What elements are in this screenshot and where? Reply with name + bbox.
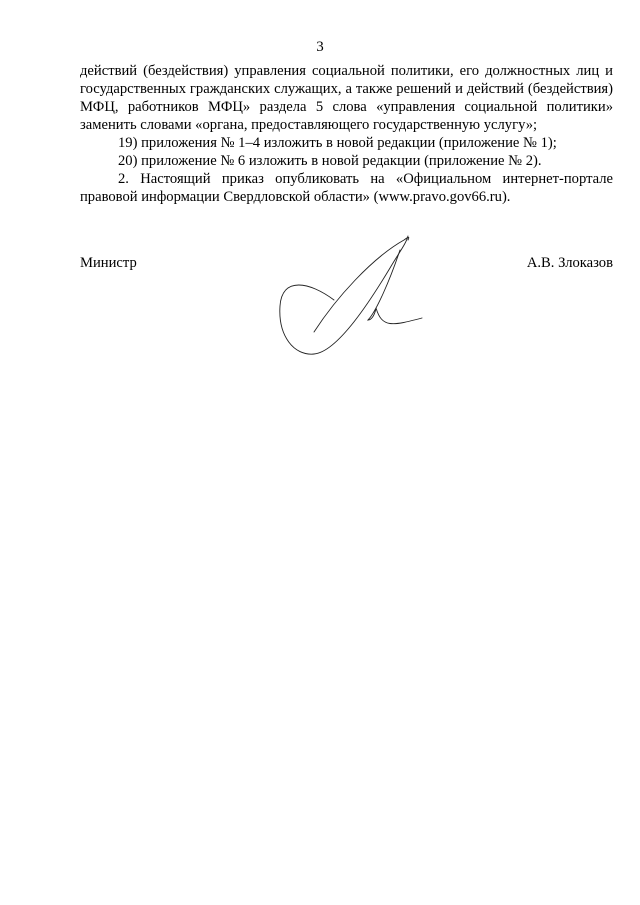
signer-title: Министр [80,255,137,271]
signature-stroke-loop [280,236,408,354]
paragraph-continuation: действий (бездействия) управления социальной политики, его должностных лиц и государственных гражданских служащих, а также решений и действий (бездействия) МФЦ, работников МФЦ» раздела 5 слова «управления социальной политики» заменить словами «органа, предоставляющего государственную услугу»; [80,63,613,133]
document-body [80,62,613,206]
paragraph-item-20: 20) приложение № 6 изложить в новой редакции (приложение № 2). [118,153,542,169]
paragraph-publish-order: 2. Настоящий приказ опубликовать на «Официальном интернет-портале правовой информации Свердловской области» (www.pravo.gov66.ru). [80,171,613,205]
handwritten-signature-icon [272,228,432,360]
paragraph-item-19: 19) приложения № 1–4 изложить в новой редакции (приложение № 1); [118,135,557,151]
signature-stroke-descent [368,250,400,320]
signer-name: А.В. Злоказов [526,255,613,271]
page-number: 3 [316,39,324,55]
signature-stroke-diagonal [314,237,409,332]
signature-stroke-tail [376,308,422,324]
